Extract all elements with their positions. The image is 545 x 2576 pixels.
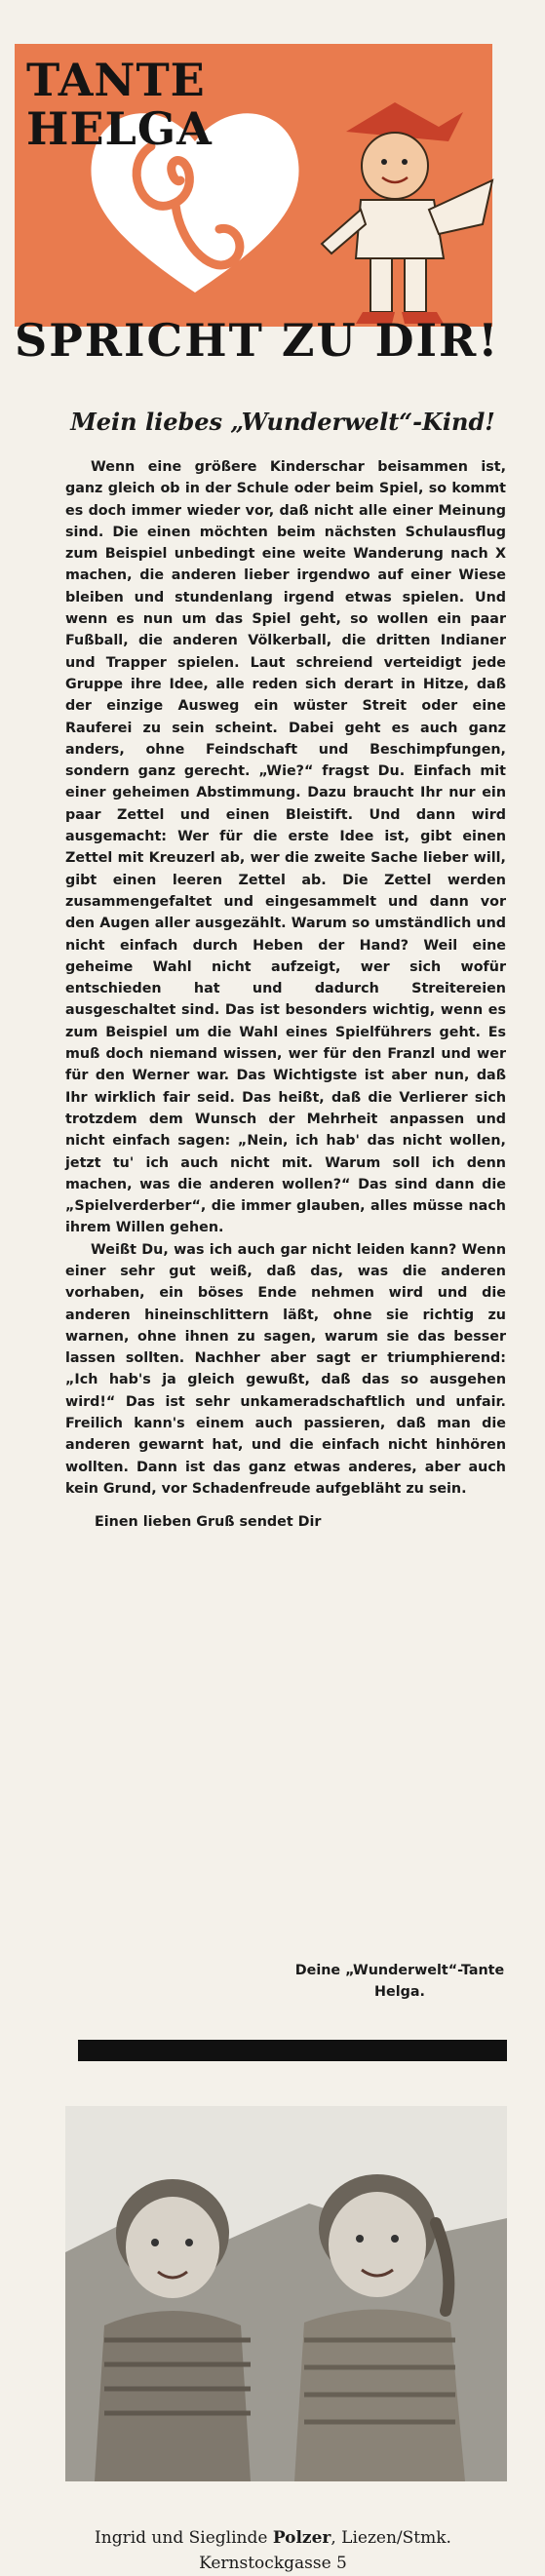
article-paragraph-2: Weißt Du, was ich auch gar nicht leiden kann? Wenn einer sehr gut weiß, daß das, was die anderen vorhaben, ein böses Ende nehmen wird und die anderen hineinschlittern läßt, ohne sie richtig zu warnen, ohne ihnen zu sagen, warum sie das besser lassen sollten. Nachher aber sagt er triumphierend: „Ich hab's ja gleich gewußt, daß das so ausgehen wird!“ Das ist sehr unkameradschaftlich und unfair. Freilich kann's einem auch passieren, daß man die anderen gewarnt hat, und die einfach nicht hinhören wollten. Dann ist das ganz etwas anderes, aber auch kein Grund, vor Schadenfreude aufgebläht zu sein. [65, 1241, 506, 1497]
greeting-heading: Mein liebes „Wunderwelt“-Kind! [70, 408, 495, 436]
header-title-line1: TANTE [26, 54, 206, 106]
caption-surname: Polzer [272, 2528, 331, 2548]
signature [283, 1960, 517, 2003]
article-closing: Einen lieben Gruß sendet Dir [95, 1514, 322, 1531]
article-paragraph-1: Wenn eine größere Kinderschar beisammen ist, ganz gleich ob in der Schule oder beim Spiel, so kommt es doch immer wieder vor, daß nicht alle einer Meinung sind. Die einen möchten beim nächsten Schulausflug zum Beispiel unbedingt eine weite Wanderung nach X machen, die anderen lieber irgendwo auf einer Wiese bleiben und stundenlang irgend etwas spielen. Und wenn es nun um das Spiel geht, so wollen ein paar Fußball, die anderen Völkerball, die dritten Indianer und Trapper spielen. Laut schreiend verteidigt jede Gruppe ihre Idee, alle reden sich derart in Hitze, daß der einzige Ausweg ein wüster Streit oder eine Rauferei zu sein scheint. Dabei geht es auch ganz anders, ohne Feindschaft und Beschimpfungen, sondern ganz gerecht. „Wie?“ fragst Du. Einfach mit einer geheimen Abstimmung. Dazu braucht Ihr nur ein paar Zettel und einen Bleistift. Und dann wird ausgemacht: Wer für die erste Idee ist, gibt einen Zettel mit Kreuzerl ab, wer die zweite Sache lieber will, gibt einen leeren Zettel ab. Die Zettel werden zusammengefaltet und eingesammelt und dann vor den Augen aller ausgezählt. Warum so umständlich und nicht einfach durch Heben der Hand? Weil eine geheime Wahl nicht aufzeigt, wer sich wofür entschieden hat und dadurch Streitereien ausgeschaltet sind. Das ist besonders wichtig, wenn es zum Beispiel um die Wahl eines Spielführers geht. Es muß doch niemand wissen, wer für den Franzl und wer für den Werner war. Das Wichtigste ist aber nun, daß Ihr wirklich fair seid. Das heißt, daß die Verlierer sich trotzdem dem Wunsch der Mehrheit anpassen und nicht einfach sagen: „Nein, ich hab' das nicht wollen, jetzt tu' ich auch nicht mit. Warum soll ich denn machen, was die anderen wollen?“ Das sind dann die „Spielverderber“, die immer glauben, alles müsse nach ihrem Willen gehen. [65, 459, 506, 1236]
header-title-line2: HELGA [26, 102, 213, 155]
article-body [65, 456, 506, 1534]
elf-figure-icon [302, 88, 497, 332]
header-illustration [15, 34, 492, 317]
signature-line2: Helga. [374, 1984, 425, 2000]
header-title [26, 56, 213, 153]
photo-caption [39, 2525, 507, 2576]
divider-bar [78, 2040, 507, 2061]
photo-caption-line2: Kernstockgasse 5 [199, 2554, 347, 2573]
children-photo [65, 2106, 507, 2481]
caption-names: Ingrid und Sieglinde [95, 2528, 273, 2548]
header-subtitle: SPRICHT ZU DIR! [15, 314, 500, 367]
caption-location: , Liezen/Stmk. [331, 2528, 451, 2548]
photo-caption-line1 [39, 2525, 507, 2551]
signature-line1: Deine „Wunderwelt“-Tante [294, 1963, 505, 1978]
